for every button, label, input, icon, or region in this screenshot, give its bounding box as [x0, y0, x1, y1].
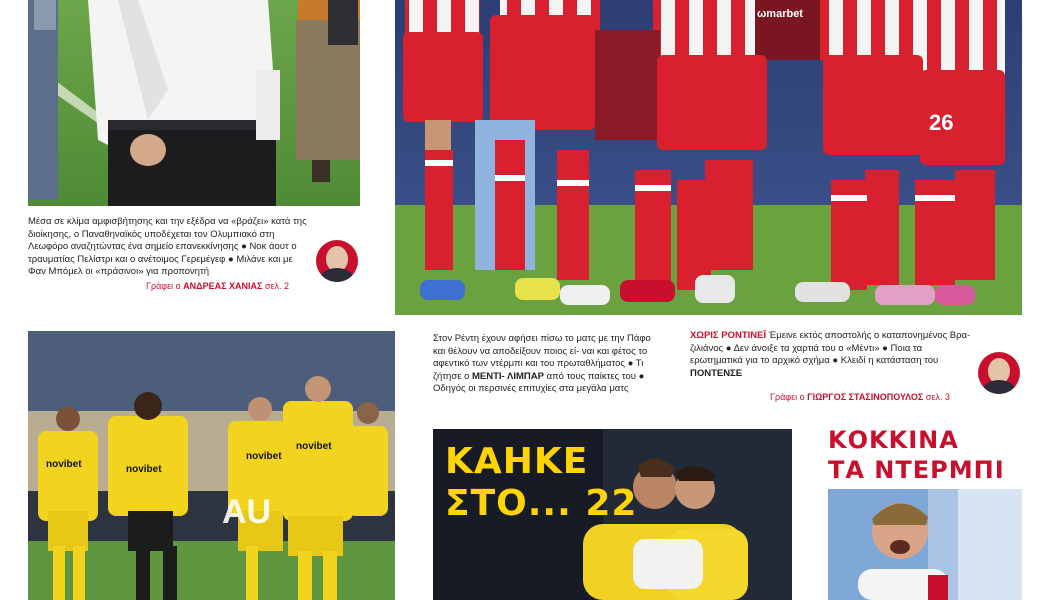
aek-sponsor-2: novibet	[126, 464, 162, 475]
pao-caption: Μέσα σε κλίμα αμφισβήτησης και την εξέδρα να «βράζει» κατά της διοίκησης, ο Παναθηναϊκός υποδέχεται τον Ολυμπιακό στη Λεωφόρο αναζητώντας ένα σημείο επανεκκίνησης ● Νοκ άουτ ο τραυματίας Πελίστρι και ο ανέτοιμος Γερεμέγεφ ● Μιλάνε και με Φαν Μπόμελ οι «πράσινοι» για προπονητή	[28, 216, 307, 277]
derby-headline-line1: ΚΟΚΚΙΝΑ	[828, 426, 959, 454]
aek-caption-highlight: ΜΕΝΤΙ- ΛΙΜΠΑΡ	[472, 370, 544, 382]
kane-photo	[828, 489, 1022, 600]
byline-page: σελ. 2	[264, 281, 290, 291]
oly-caption-text: Έμεινε εκτός αποστολής ο καταπονημένος Βρα- ζιλιάνος ● Δεν άνοιξε τα χαρτιά του ο «Μέντι» ● Ποια τα ερωτηματικά για το αρχικό σχήμα ● Κλειδί η κατάσταση του	[690, 330, 971, 366]
byline-prefix: Γράφει ο	[146, 281, 181, 291]
aek-caption	[433, 333, 655, 396]
olympiacos-huddle-photo	[395, 0, 1022, 315]
oly-byline	[770, 392, 950, 402]
aek-sponsor-3: novibet	[246, 451, 282, 462]
aek-sponsor-1: novibet	[46, 459, 82, 470]
kaike-story-photo	[433, 429, 792, 600]
sponsor-text: ωmarbet	[757, 8, 803, 20]
shirt-number: 26	[929, 110, 954, 135]
oly-caption-highlight: ΧΩΡΙΣ ΡΟΝΤΙΝΕΪ	[690, 330, 767, 341]
author-avatar-stasinopoulos	[978, 352, 1020, 394]
byline-page: σελ. 3	[925, 392, 950, 402]
kaike-headline-line1: ΚΑΗΚΕ	[445, 441, 589, 482]
byline-prefix: Γράφει ο	[770, 392, 805, 402]
aek-caption-text: Στον Ρέντη έχουν αφήσει πίσω το ματς με την Πάφο και θέλουν να αποδείξουν ποιος εί- ναι και φέτος το αφεντικό των ντέρμπι και του πρωταθλήματος ● Τι ζήτησε ο	[433, 333, 651, 382]
aek-celebration-photo	[28, 331, 395, 600]
kaike-headline-line2: ΣΤΟ... 22	[445, 483, 638, 524]
coach-photo	[28, 0, 360, 206]
byline-author: ΓΙΩΡΓΟΣ ΣΤΑΣΙΝΟΠΟΥΛΟΣ	[807, 392, 924, 402]
board-text: AU	[222, 493, 272, 531]
derby-headline-line2: ΤΑ ΝΤΕΡΜΠΙ	[828, 456, 1005, 484]
oly-caption-highlight-2: ΠΟΝΤΕΝΣΕ	[690, 367, 743, 379]
byline-author: ΑΝΔΡΕΑΣ ΧΑΝΙΑΣ	[183, 281, 263, 291]
aek-sponsor-4: novibet	[296, 441, 332, 452]
pao-byline	[146, 281, 289, 291]
oly-caption	[690, 330, 972, 380]
author-avatar-xanias	[316, 240, 358, 282]
aek-caption-text-2: από τους παίκτες του ● Οδηγός οι περσινές επιτυχίες στα μεγάλα ματς	[433, 370, 645, 394]
